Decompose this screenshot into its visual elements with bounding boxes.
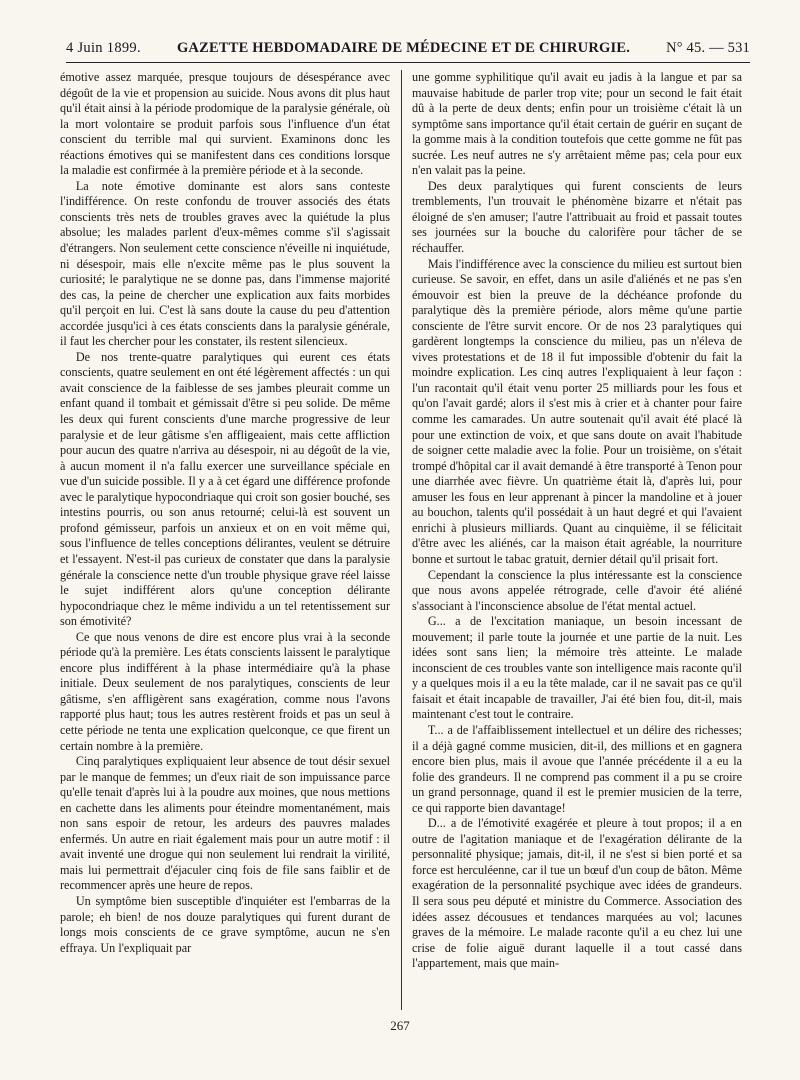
paragraph: G... a de l'excitation maniaque, un besoin incessant de mouvement; il parle toute la journée et une partie de la nuit. Les idées sont sans lien; la mémoire très atteinte. Le malade inconscient de ces troubles vante son intelligence mais raconte qu'il y a quelques mois il a eu la tête malade, car il ne savait pas ce qu'il faisait et était incapable de travailler, J'ai été bien fou, dit-il, mais maintenant c'est tout le contraire. bbox=[412, 614, 742, 722]
paragraph: Cependant la conscience la plus intéressante est la conscience que nous avons appelée rétrograde, celle d'avoir été aliéné s'associant à l'inconscience absolue de l'état mental actuel. bbox=[412, 567, 742, 613]
right-column bbox=[412, 70, 742, 1010]
running-header bbox=[66, 34, 750, 63]
paragraph: La note émotive dominante est alors sans conteste l'indifférence. On reste confondu de trouver associés des états conscients très nets de troubles graves avec la quiétude la plus absolue; les malades parlent d'eux-mêmes comme s'il s'agissait d'étrangers. Non seulement cette conscience n'éveille ni inquiétude, ni désespoir, mais elle n'excite même pas le plus souvent la curiosité; le paralytique ne se donne pas, dans l'immense majorité des cas, la peine de chercher une explication aux faits morbides qu'il perçoit en lui. C'est là sans doute la cause du peu d'attention accordée jusqu'ici à ces états conscients dans la paralysie générale, il faut les chercher pour les constater, ils restent silencieux. bbox=[60, 178, 390, 349]
paragraph: Cinq paralytiques expliquaient leur absence de tout désir sexuel par le manque de femmes; un d'eux riait de son impuissance parce qu'elle tenait d'après lui à la poudre aux moines, que nous mettions en cachette dans les aliments pour éteindre momentanément, mais non sans espoir de retour, les ardeurs des pauvres malades enfermés. Un autre en riait également mais pour un autre motif : il avait inventé une drogue qui non seulement lui rendrait la virilité, mais lui permettrait d'éjaculer cinq fois de file sans faiblir et de recommencer après une heure de repos. bbox=[60, 754, 390, 893]
column-divider bbox=[401, 70, 402, 1010]
paragraph: Mais l'indifférence avec la conscience du milieu est surtout bien curieuse. Se savoir, en effet, dans un asile d'aliénés et ne pas s'en émouvoir est bien la preuve de la déchéance profonde du paralytique dès la première période, alors même qu'une partie consciente de l'être survit encore. Or de nos 23 paralytiques qui gardèrent longtemps la conscience du milieu, pas un n'éleva de vives protestations et de 18 il fut impossible d'obtenir du fait la moindre explication. Les cinq autres l'expliquaient à leur façon : l'un racontait qu'il était venu porter 25 milliards pour les fous et qu'on l'avait gardé; alors il s'est mis à crier et à chanter pour faire comme les camarades. Un autre soutenait qu'il avait été placé là pour une extinction de voix, et que sans doute on avait l'habitude de soigner cette maladie avec la folie. Pour un troisième, on s'était trompé d'hôpital car il avait demandé à être transporté à Tenon pour une diarrhée avec fièvre. Un quatrième était là, d'après lui, pour amuser les fous en leur apprenant à pincer la mandoline et à jouer au bouchon, talents qu'il possédait à un haut degré et qui l'avaient enrichi à plusieurs milliards. Quant au cinquième, il se félicitait d'être avec les aliénés, car la maison était agréable, la nourriture bonne et surtout le tabac gratuit, dernier détail qu'il prisait fort. bbox=[412, 256, 742, 566]
paragraph: Un symptôme bien susceptible d'inquiéter est l'embarras de la parole; eh bien! de nos douze paralytiques qui furent durant de longs mois conscients de ce grave symptôme, aucun ne s'en effraya. Un l'expliquait par bbox=[60, 893, 390, 955]
paragraph: Des deux paralytiques qui furent conscients de leurs tremblements, l'un trouvait le phénomène bizarre et n'était pas éloigné de s'en amuser; l'autre l'attribuait au froid et passait toutes ses journées sur la bouche du calorifère pour tâcher de se réchauffer. bbox=[412, 178, 742, 256]
journal-title: GAZETTE HEBDOMADAIRE DE MÉDECINE ET DE CHIRURGIE. bbox=[176, 39, 631, 56]
issue-page-number: N° 45. — 531 bbox=[666, 39, 750, 56]
paragraph: D... a de l'émotivité exagérée et pleure à tout propos; il a en outre de l'agitation maniaque et de l'exagération délirante de la personnalité physique; jamais, dit-il, il ne s'est si bien porté et sa force est herculéenne, car il tue un bœuf d'un coup de bâton. Même exagération de la personnalité psychique avec idées de grandeurs. Il sera sous peu député et ministre du Commerce. Association des idées assez décousues et tendances marquées au vol; lacunes graves de la mémoire. Le malade raconte qu'il a eu chez lui une crise de folie aiguë durant laquelle il a tout cassé dans l'appartement, mais que main- bbox=[412, 816, 742, 971]
page-footer-number: 267 bbox=[390, 1018, 410, 1033]
paragraph: Ce que nous venons de dire est encore plus vrai à la seconde période qu'à la première. Les états conscients laissent le paralytique encore plus indifférent à la phase intermédiaire qu'à la phase initiale. Deux seulement de nos paralytiques, conscients de leur gâtisme, s'en affligèrent sans exagération, comme nous l'avons rapporté plus haut; tous les autres restèrent froids et pas un seul à cette période ne tenta une explication quelconque, ce que firent un certain nombre à la première. bbox=[60, 629, 390, 753]
paragraph: une gomme syphilitique qu'il avait eu jadis à la langue et par sa mauvaise habitude de parler trop vite; pour un second le fait était dû à la perte de deux dents; enfin pour un troisième c'était là un symptôme sans importance qu'il était certain de guérir en suçant de la gomme mais à la condition toutefois que cette gomme ne fût pas sucrée. Les neuf autres ne s'y arrêtaient même pas; cela pour eux n'en valait pas la peine. bbox=[412, 70, 742, 178]
left-column bbox=[60, 70, 390, 1010]
paragraph: émotive assez marquée, presque toujours de désespérance avec dégoût de la vie et propension au suicide. Nous avons dit plus haut qu'il était ainsi à la période prodomique de la paralysie générale, où la mort volontaire se produit parfois sous l'influence d'un état conscient du terrible mal qui survient. Examinons donc les réactions émotives qui se manifestent dans ces conditions lorsque la maladie est confirmée à la première période et à la seconde. bbox=[60, 70, 390, 178]
header-date: 4 Juin 1899. bbox=[66, 39, 141, 56]
paragraph: De nos trente-quatre paralytiques qui eurent ces états conscients, quatre seulement en ont été légèrement affectés : un qui avait conscience de la faiblesse de ses jambes pleurait comme un enfant quand il tombait et gémissait d'être si peu solide. De même les deux qui furent conscients d'une marche progressive de leur paralysie et de leur gâtisme s'en affligeaient, mais cette affliction pour aucun des quatre n'arriva au désespoir, ni au dégoût de la vie, à aucun moment il n'a fallu exercer une surveillance spéciale en vue d'un suicide possible. Il y a à cet égard une différence profonde avec le paralytique hypocondriaque qui croit son gosier bouché, ses intestins pourris, ou son anus retourné; celui-là est souvent un profond gémisseur, parfois un anxieux et on en voit même qui, sous l'influence de telles conceptions délirantes, veulent se détruire et l'essayent. N'est-il pas curieux de constater que dans la paralysie générale la conscience nette d'un trouble physique grave réel laisse le sujet indifférent alors qu'une conception délirante hypocondriaque chez le même individu a un tel retentissement sur son émotivité? bbox=[60, 349, 390, 629]
paragraph: T... a de l'affaiblissement intellectuel et un délire des richesses; il a déjà gagné comme musicien, dit-il, des millions et en gagnera encore bien plus, mais il avoue que l'année précédente il a eu la folie des grandeurs. Il ne comprend pas comment il a pu se croire un grand personnage, quand il est le premier musicien de la terre, ce qui rapporte bien davantage! bbox=[412, 722, 742, 815]
